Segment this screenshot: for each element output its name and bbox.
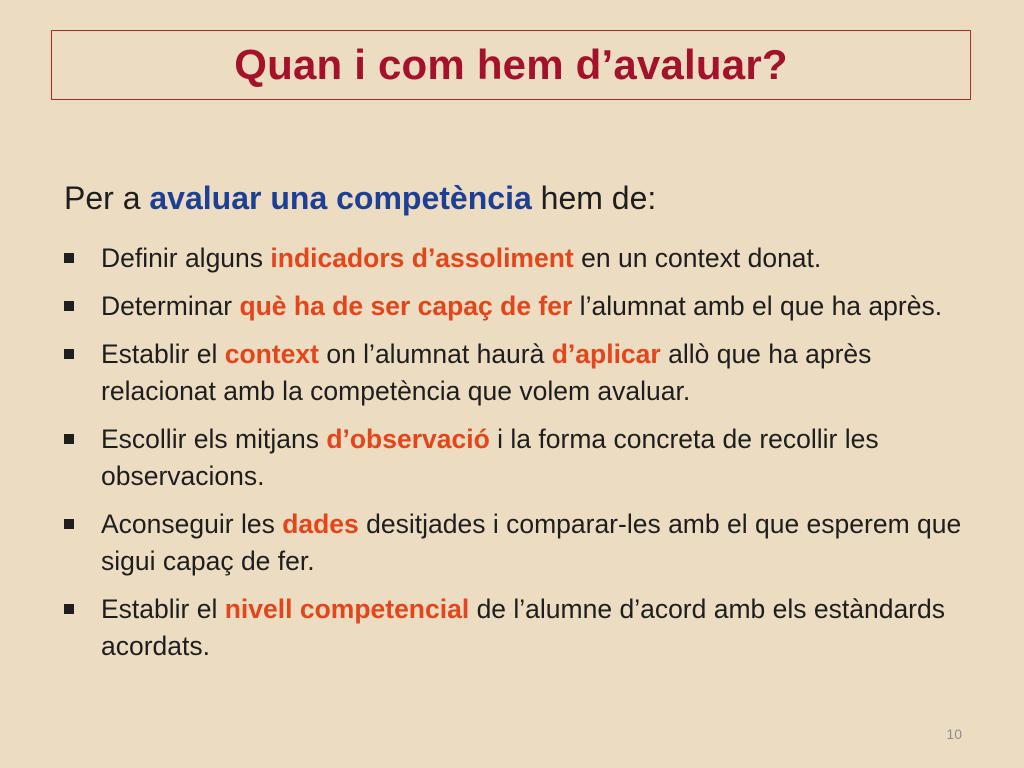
bullet-text: l’alumnat amb el que ha après. — [572, 291, 943, 321]
bullet-highlight: d’observació — [326, 424, 490, 454]
bullet-highlight: d’aplicar — [551, 339, 661, 369]
slide-title: Quan i com hem d’avaluar? — [234, 41, 788, 88]
square-bullet-icon — [64, 301, 74, 311]
bullet-text: de l’alumne d’acord amb els estàndards acordats. — [101, 594, 945, 661]
square-bullet-icon — [64, 349, 74, 359]
bullet-text: Escollir els mitjans — [101, 424, 327, 454]
intro-text: Per a — [64, 180, 150, 216]
page-number: 10 — [946, 726, 962, 742]
bullet-text: Determinar — [101, 291, 240, 321]
bullet-highlight: dades — [282, 509, 359, 539]
bullet-text: allò que ha après relacionat amb la competència que volem avaluar. — [101, 339, 872, 406]
bullet-text: desitjades i comparar-les amb el que esperem que sigui capaç de fer. — [101, 509, 962, 576]
bullet-item — [64, 421, 964, 495]
square-bullet-icon — [64, 519, 74, 529]
bullet-item — [64, 506, 964, 580]
square-bullet-icon — [64, 253, 74, 263]
bullet-text: Aconseguir les — [101, 509, 283, 539]
bullet-item — [64, 591, 964, 665]
bullet-item — [64, 336, 964, 410]
intro-text-end: hem de: — [531, 180, 657, 216]
bullet-item — [64, 288, 964, 325]
bullet-highlight: nivell competencial — [224, 594, 470, 624]
intro-line — [64, 180, 656, 217]
bullet-highlight: indicadors d’assoliment — [270, 243, 574, 273]
bullet-text: Establir el — [101, 594, 225, 624]
square-bullet-icon — [64, 434, 74, 444]
bullet-text: on l’alumnat haurà — [318, 339, 552, 369]
bullet-text: Establir el — [101, 339, 225, 369]
bullet-list — [64, 240, 964, 676]
title-box — [51, 30, 971, 100]
intro-highlight: avaluar una competència — [149, 180, 532, 216]
bullet-text: i la forma concreta de recollir les observacions. — [101, 424, 879, 491]
bullet-text: Definir alguns — [101, 243, 271, 273]
bullet-item — [64, 240, 964, 277]
square-bullet-icon — [64, 604, 74, 614]
bullet-highlight: què ha de ser capaç de fer — [239, 291, 573, 321]
bullet-text: en un context donat. — [573, 243, 822, 273]
bullet-highlight: context — [224, 339, 319, 369]
